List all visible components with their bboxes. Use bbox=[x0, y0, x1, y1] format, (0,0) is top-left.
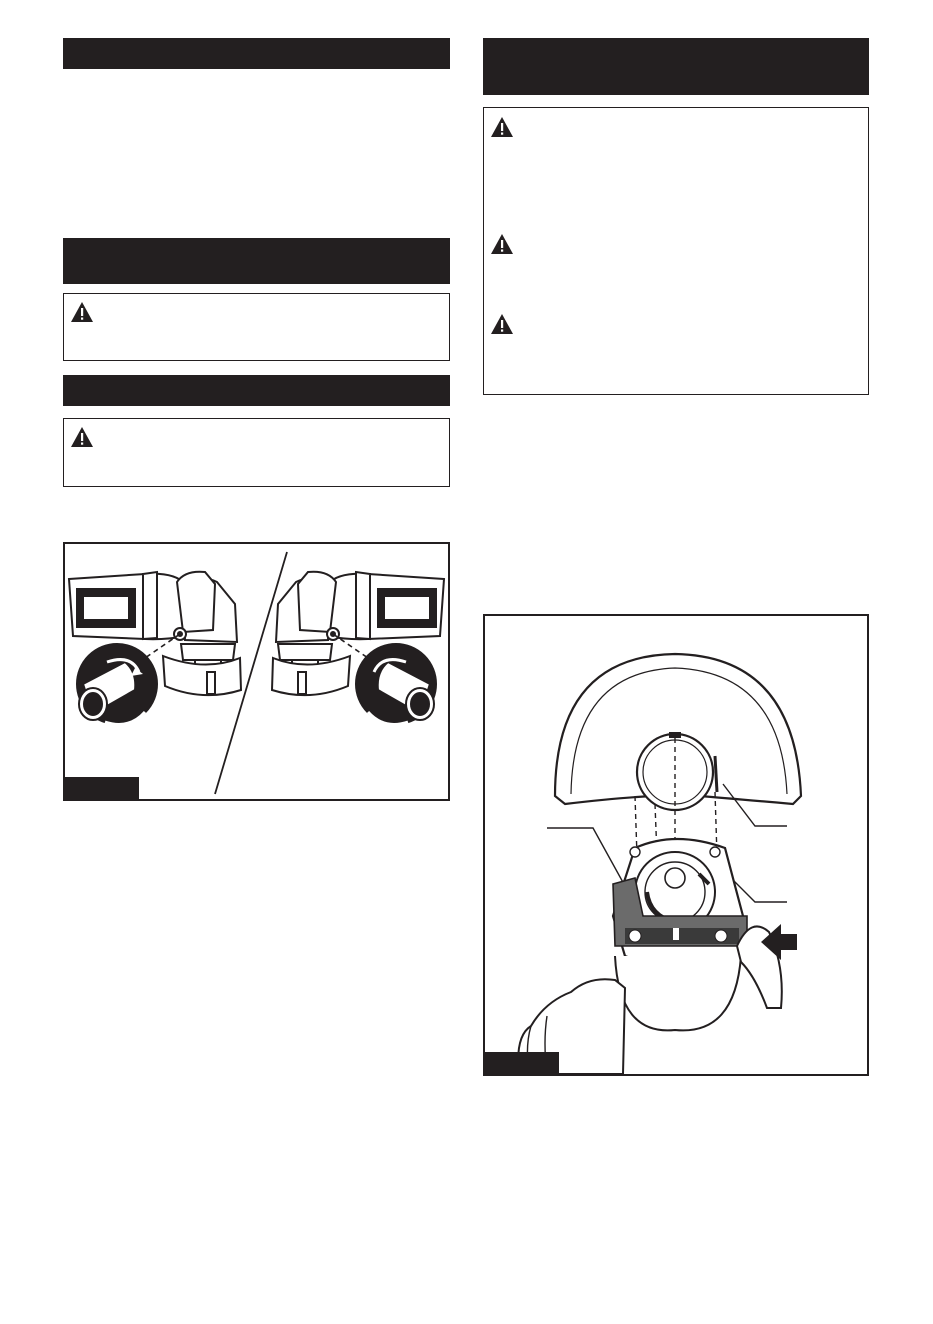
wheel-guard-illustration bbox=[485, 616, 867, 1074]
wheel-guard-figure bbox=[483, 614, 869, 1076]
warning-triangle-icon bbox=[490, 313, 514, 335]
warning-triangle-icon bbox=[490, 116, 514, 138]
figure-number-tag bbox=[65, 777, 139, 799]
warning-box bbox=[483, 107, 869, 395]
section-heading-bar bbox=[483, 38, 869, 95]
caution-box bbox=[63, 293, 450, 361]
section-heading-bar bbox=[63, 375, 450, 406]
section-heading-bar bbox=[63, 238, 450, 284]
side-grip-illustration bbox=[65, 544, 448, 799]
figure-number-tag bbox=[485, 1052, 559, 1074]
warning-triangle-icon bbox=[490, 233, 514, 255]
side-grip-figure bbox=[63, 542, 450, 801]
section-heading-bar bbox=[63, 38, 450, 69]
caution-box bbox=[63, 418, 450, 487]
warning-triangle-icon bbox=[70, 301, 94, 323]
warning-triangle-icon bbox=[70, 426, 94, 448]
